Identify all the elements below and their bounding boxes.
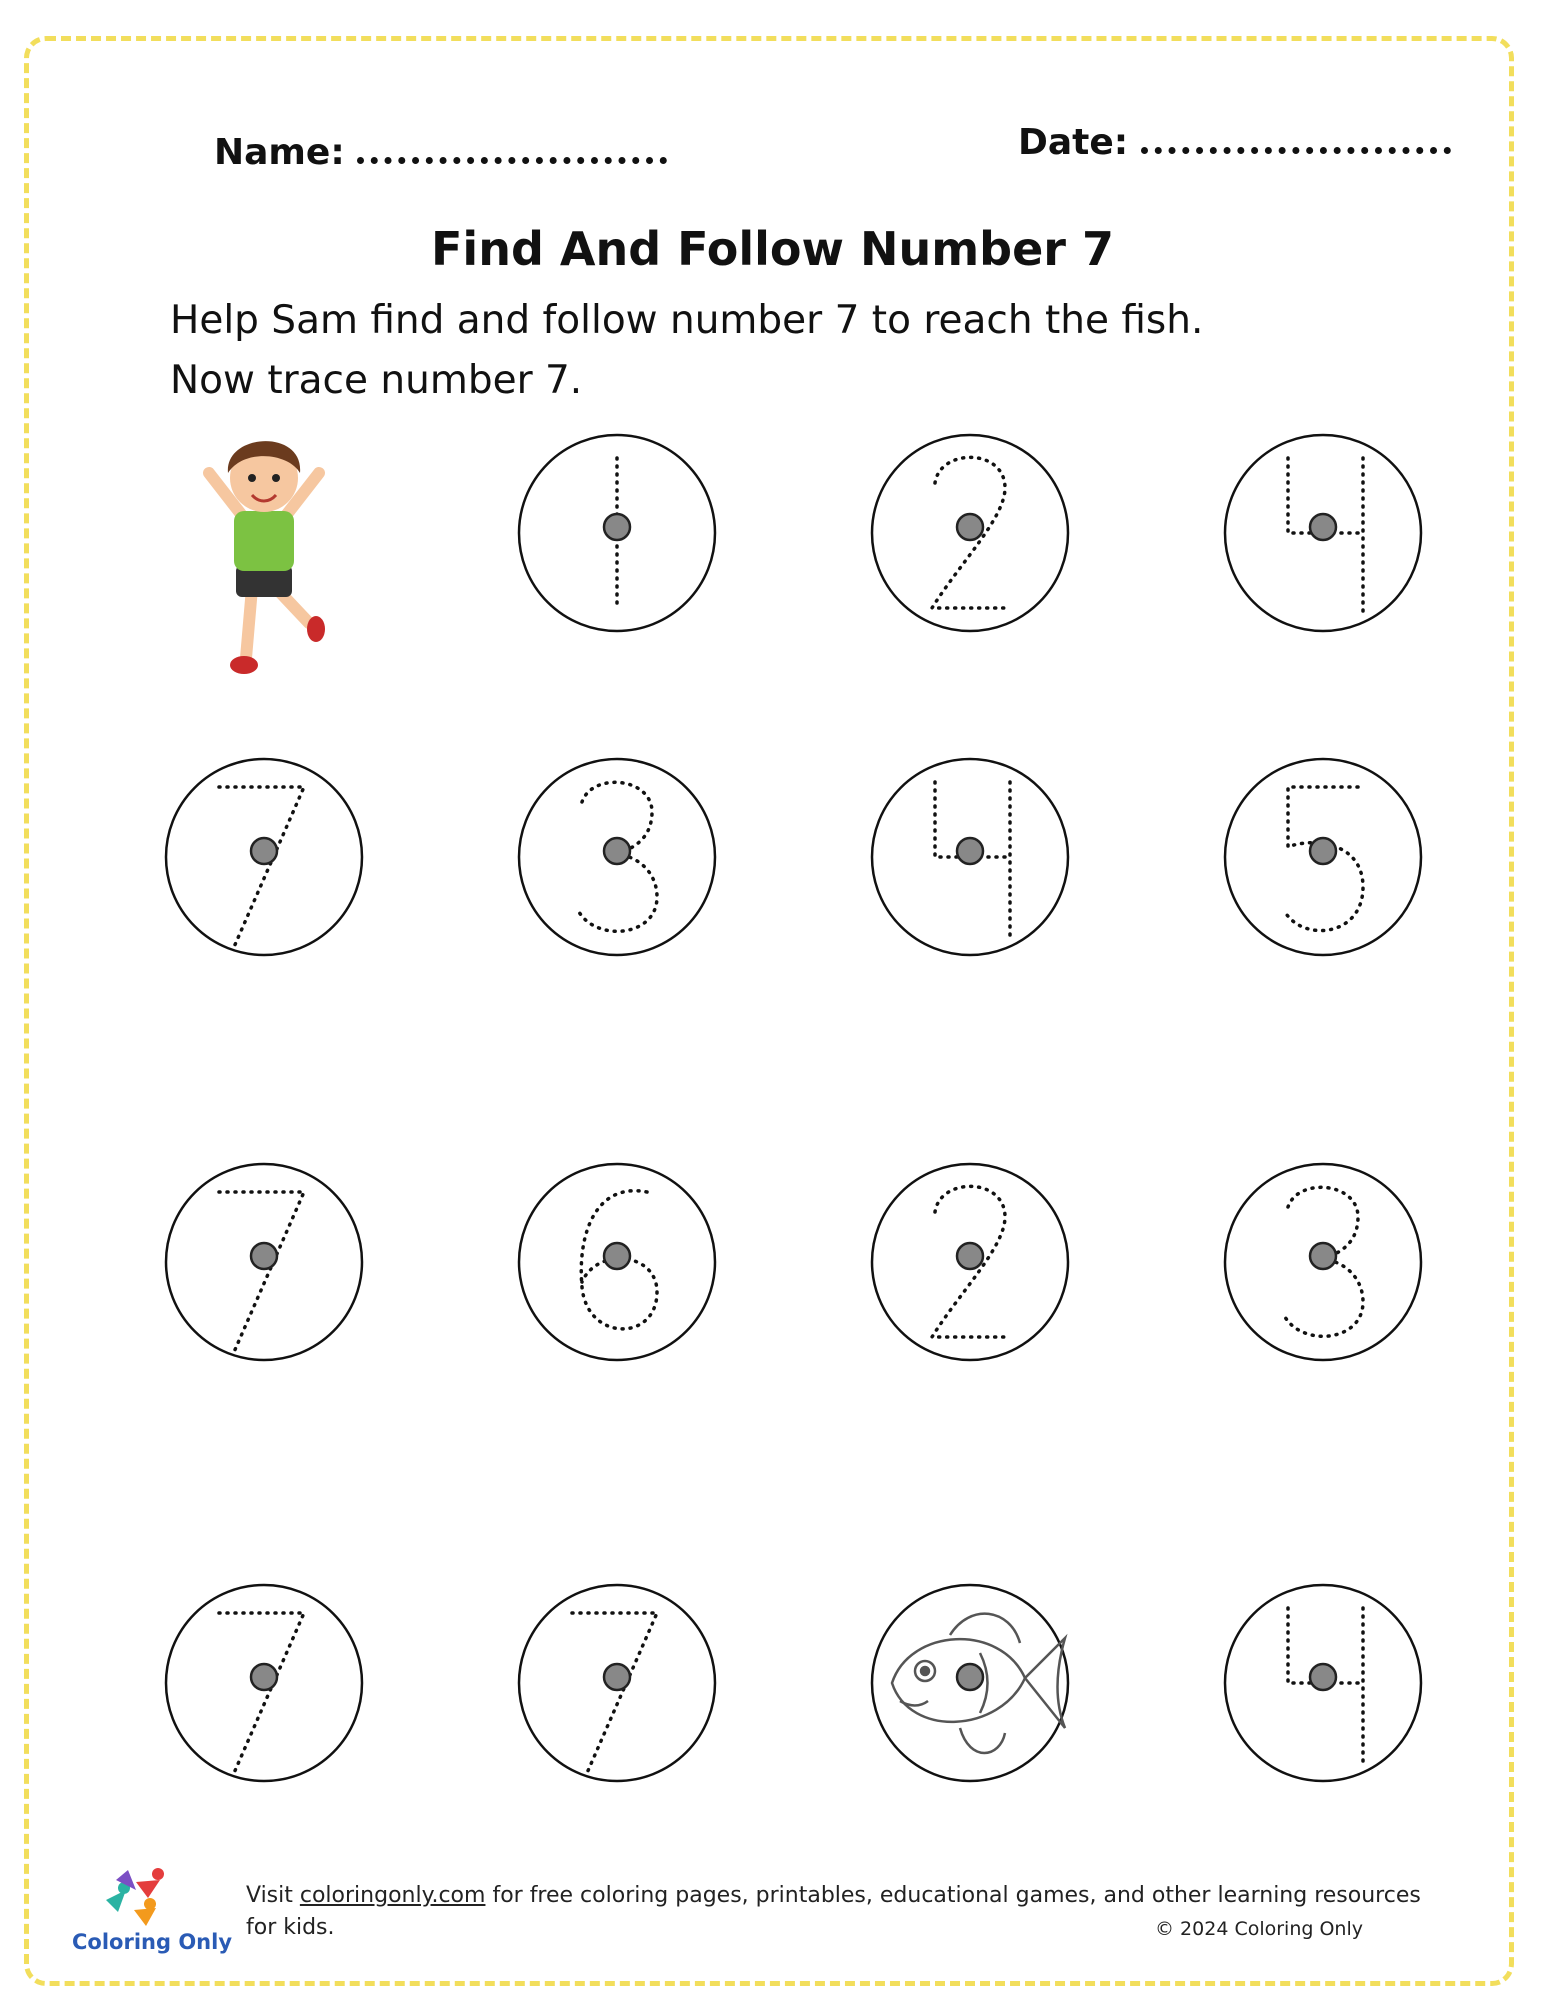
grid-cell-r4-c3[interactable] <box>872 1585 1068 1781</box>
center-dot <box>604 838 630 864</box>
grid-cell-r3-c2[interactable] <box>519 1164 715 1360</box>
name-label: Name: <box>214 132 345 173</box>
grid-cell-r4-c1[interactable] <box>166 1585 362 1781</box>
coloring-only-logo-icon <box>96 1860 196 1930</box>
center-dot <box>604 1243 630 1269</box>
date-label: Date: <box>1018 122 1129 163</box>
center-dot <box>957 838 983 864</box>
center-dot <box>1310 1243 1336 1269</box>
center-dot <box>251 838 277 864</box>
center-dot <box>251 1243 277 1269</box>
copyright: © 2024 Coloring Only <box>1155 1918 1363 1940</box>
boy-sam-illustration <box>209 441 325 674</box>
center-dot <box>604 514 630 540</box>
logo-text: Coloring Only <box>72 1930 233 1954</box>
grid-cell-r3-c3[interactable] <box>872 1164 1068 1360</box>
instruction-line-2: Now trace number 7. <box>170 358 583 403</box>
grid-cell-r4-c4[interactable] <box>1225 1585 1421 1781</box>
footer-link[interactable]: coloringonly.com <box>299 1883 486 1908</box>
grid-cell-r1-c4[interactable] <box>1225 435 1421 631</box>
center-dot <box>604 1664 630 1690</box>
grid-cell-r3-c1[interactable] <box>166 1164 362 1360</box>
grid-cell-r3-c4[interactable] <box>1225 1164 1421 1360</box>
grid-cell-r2-c3[interactable] <box>872 759 1068 955</box>
grid-cell-r4-c2[interactable] <box>519 1585 715 1781</box>
grid-cell-r1-c3[interactable] <box>872 435 1068 631</box>
page-title: Find And Follow Number 7 <box>431 222 1114 276</box>
center-dot <box>1310 514 1336 540</box>
grid-cell-r2-c2[interactable] <box>519 759 715 955</box>
grid-cell-r2-c1[interactable] <box>166 759 362 955</box>
center-dot <box>1310 1664 1336 1690</box>
footer-text: Visit coloringonly.com for free coloring pages, printables, educational games, and other learning resources for kids. <box>246 1883 1421 1940</box>
grid-cell-r2-c4[interactable] <box>1225 759 1421 955</box>
center-dot <box>957 514 983 540</box>
center-dot <box>1310 838 1336 864</box>
instruction-line-1: Help Sam find and follow number 7 to reach the fish. <box>170 298 1204 343</box>
center-dot <box>957 1243 983 1269</box>
center-dot <box>957 1664 983 1690</box>
grid-cell-r1-c1[interactable] <box>209 441 325 674</box>
grid-cell-r1-c2[interactable] <box>519 435 715 631</box>
center-dot <box>251 1664 277 1690</box>
